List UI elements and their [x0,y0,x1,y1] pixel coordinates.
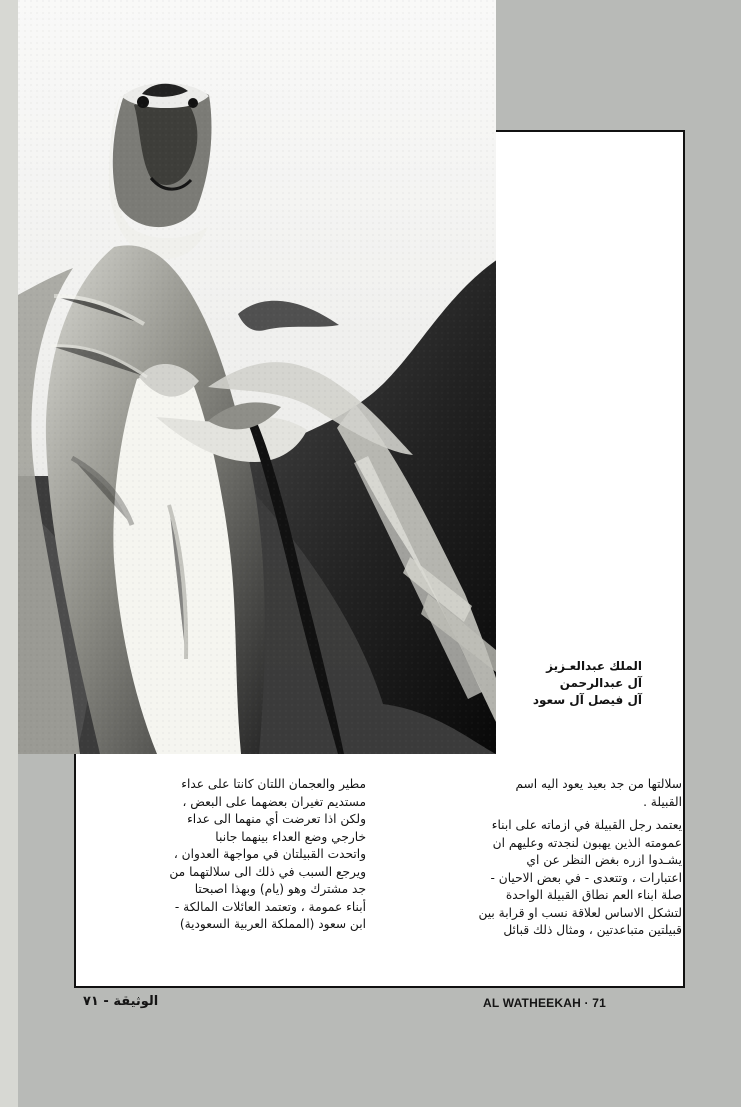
article-column-left [94,776,366,934]
left-column-line-8: أبناء عمومة ، وتعتمد العائلات المالكة - [174,899,366,914]
caption-line-1: الملك عبدالعـزيز [546,659,642,673]
right-column-line-5: يشـدوا ازره بغض النظر عن اي [526,853,682,867]
english-page-footer: AL WATHEEKAH · 71 [483,996,606,1010]
portrait-illustration [18,0,496,754]
right-column-line-2: القبيلة . [643,794,682,809]
arabic-page-footer: الوثيقة - ٧١ [83,994,159,1009]
left-column-line-9: ابن سعود (المملكة العربية السعودية) [179,917,366,931]
left-column-line-2: مستديم تغيران بعضهما على البعض ، [182,794,366,809]
paper-edge [0,0,18,1107]
historical-photo [18,0,496,754]
caption-line-3: آل فيصل آل سعود [532,693,642,707]
article-column-right [410,776,682,940]
right-column-line-6: اعتبارات ، وتتعدى - في بعض الاحيان - [490,870,682,885]
right-column-line-9: قبيلتين متباعدتين ، ومثال ذلك قبائل [503,923,682,937]
right-column-line-1: سلالتها من جد بعيد يعود اليه اسم [515,777,682,791]
left-column-line-6: ويرجع السبب في ذلك الى سلالتهما من [169,864,366,879]
right-column-line-3: يعتمد رجل القبيلة في ازماته على ابناء [491,818,682,832]
right-column-line-7: صلة ابناء العم نطاق القبيلة الواحدة [505,888,682,902]
caption-line-2: آل عبدالرحمن [559,676,642,690]
left-column-line-1: مطير والعجمان اللتان كانتا على عداء [181,777,366,791]
left-column-line-4: خارجي وضع العداء بينهما جانبا [215,829,366,844]
left-column-line-3: ولكن اذا تعرضت أي منهما الى عداء [187,812,366,826]
right-column-line-4: عمومته الذين يهبون لنجدته وعليهم ان [492,835,682,850]
left-column-line-5: واتحدت القبيلتان في مواجهة العدوان ، [173,847,366,861]
right-column-line-8: لتشكل الاساس لعلاقة نسب او قرابة بين [478,905,682,920]
left-column-line-7: جد مشترك وهو (يام) وبهذا اصبحتا [194,882,366,896]
photo-caption [502,658,642,709]
